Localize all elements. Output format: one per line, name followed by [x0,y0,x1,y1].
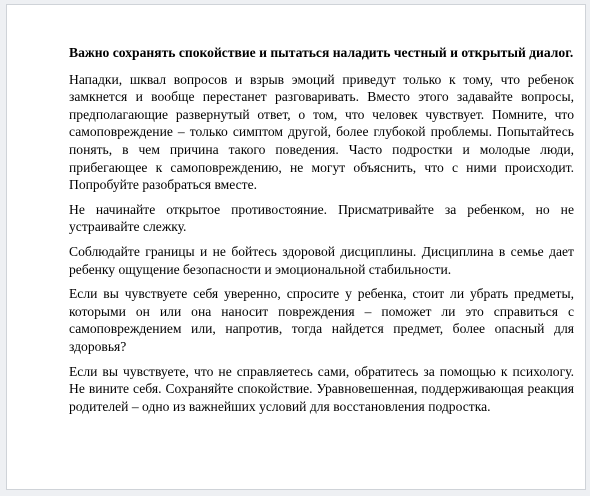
paragraph-4: Если вы чувствуете себя уверенно, спросите у ребенка, стоит ли убрать предметы, которыми он или она наносит повреждения – поможет ли это справиться с самоповреждением или, напротив, тогда найдется предмет, более опасный для здоровья? [69,286,574,354]
document-body [69,44,574,422]
paragraph-5: Если вы чувствуете, что не справляетесь сами, обратитесь за помощью к психологу. Не вините себя. Сохраняйте спокойствие. Уравновешенная, поддерживающая реакция родителей – одно из важнейших условий для восстановления подростка. [69,363,574,414]
document-heading: Важно сохранять спокойствие и пытаться наладить честный и открытый диалог. [69,45,574,60]
paragraph-2: Не начинайте открытое противостояние. Присматривайте за ребенком, но не устраивайте слежку. [69,201,574,235]
document-page [6,4,586,490]
paragraph-3: Соблюдайте границы и не бойтесь здоровой дисциплины. Дисциплина в семье дает ребенку ощущение безопасности и эмоциональной стабильности. [69,243,574,277]
paragraph-1: Нападки, шквал вопросов и взрыв эмоций приведут только к тому, что ребенок замкнется и вообще перестанет разговаривать. Вместо этого задавайте вопросы, предполагающие развернутый ответ, о том, что человек чувствует. Помните, что самоповреждение – только симптом другой, более глубокой проблемы. Попытайтесь понять, в чем причина такого поведения. Часто подростки и молодые люди, прибегающее к самоповреждению, не могут объяснить, что с ними происходит. Попробуйте разобраться вместе. [69,71,574,193]
